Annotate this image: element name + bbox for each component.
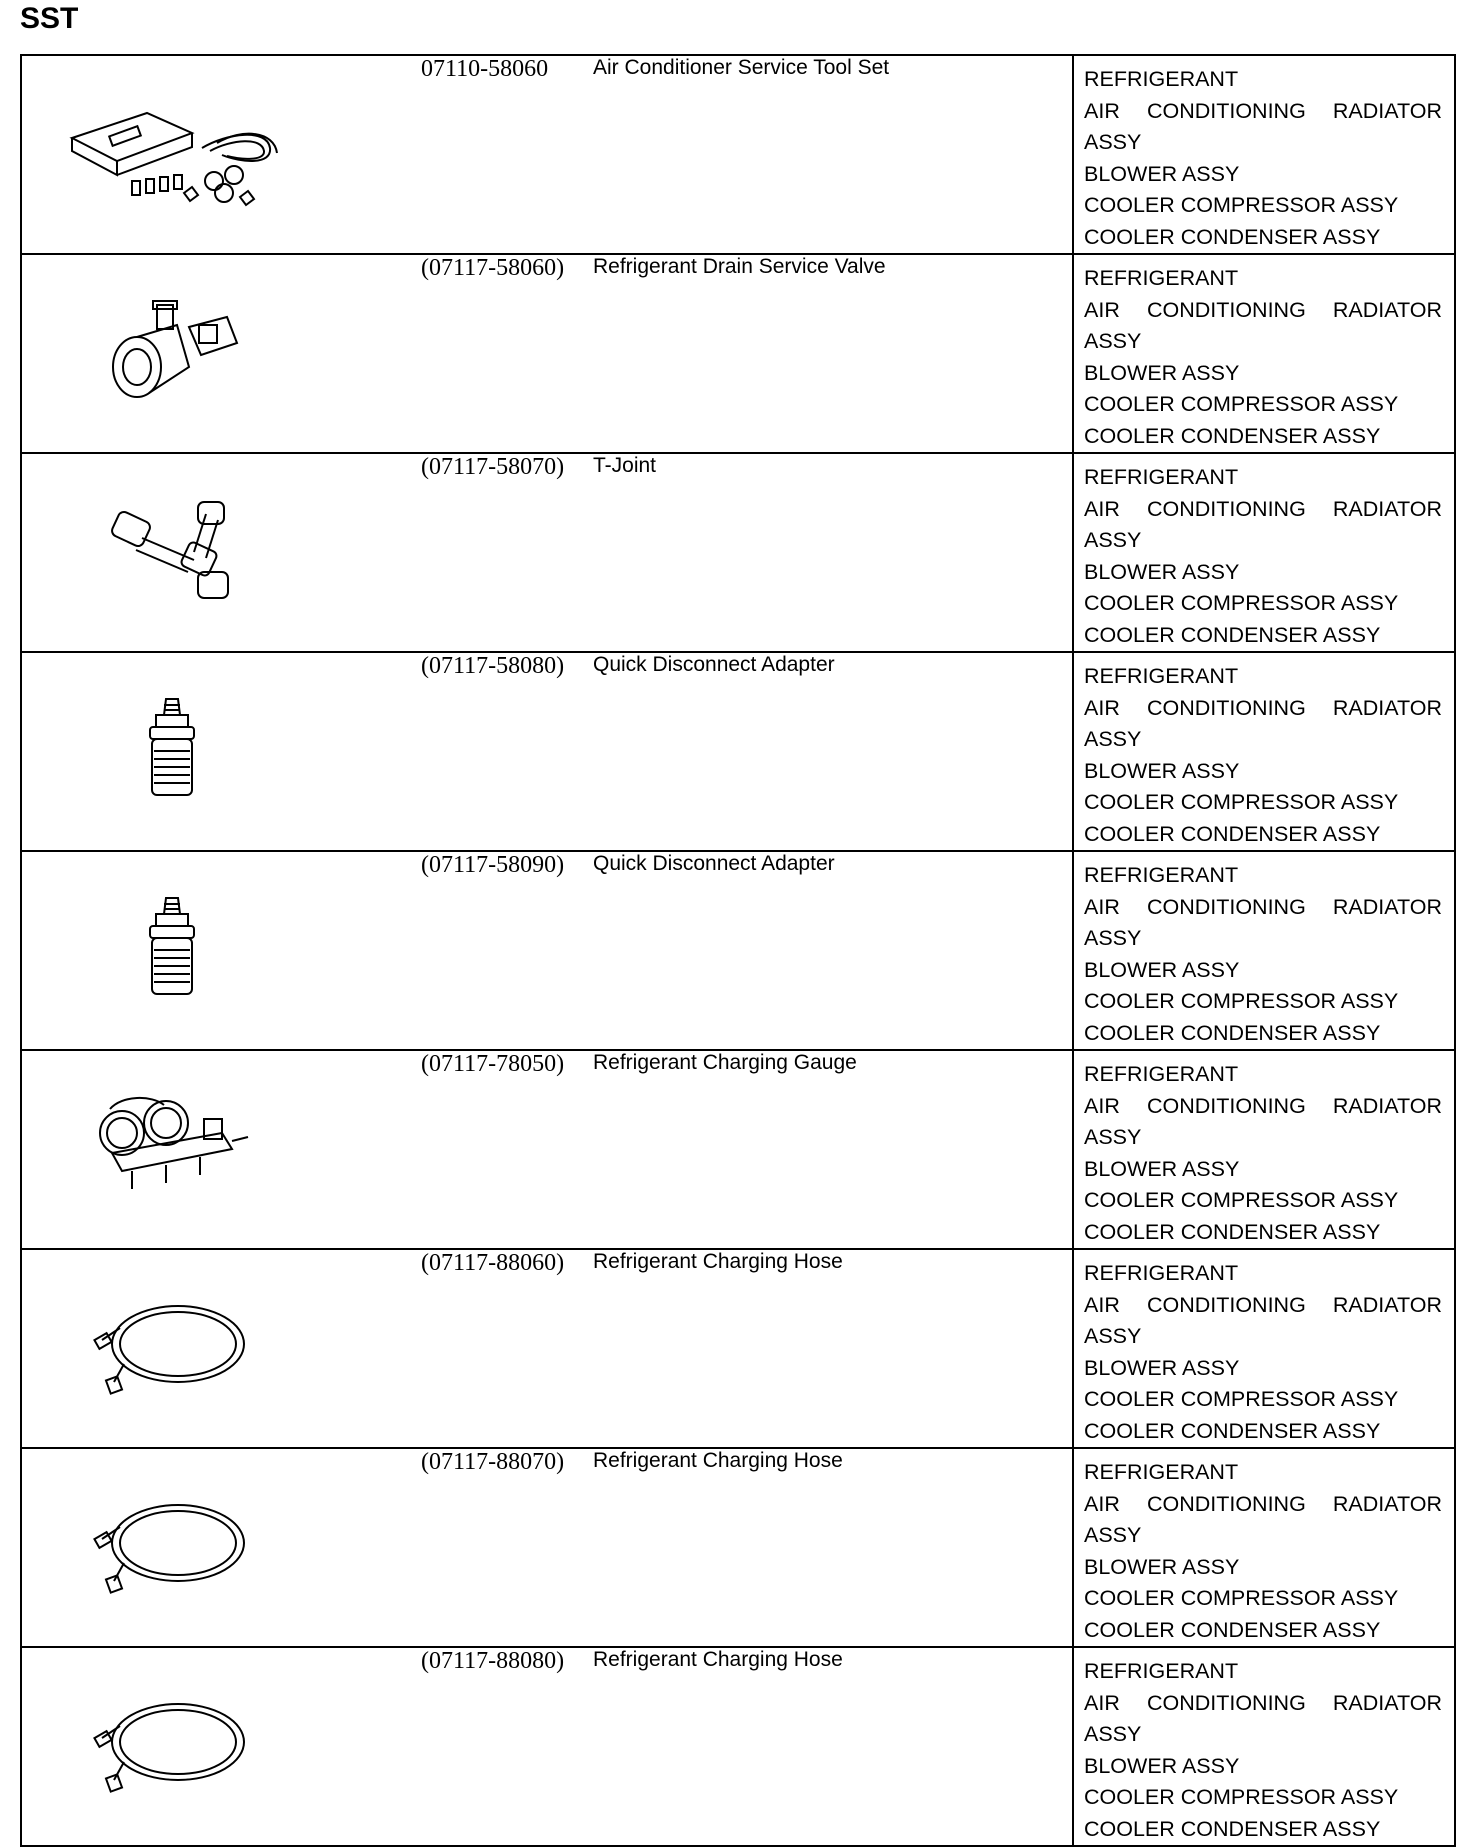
part-name: Refrigerant Charging Hose <box>593 1647 1073 1846</box>
reference-item: BLOWER ASSY <box>1084 161 1240 186</box>
reference-item: REFRIGERANT <box>1084 1261 1239 1285</box>
reference-item: COOLER COMPRESSOR ASSY <box>1084 790 1399 814</box>
charging-hose-icon <box>22 1449 421 1643</box>
illustration-cell <box>21 1448 421 1647</box>
illustration-cell <box>21 55 421 254</box>
reference-item: BLOWER ASSY <box>1084 360 1240 385</box>
reference-item: BLOWER ASSY <box>1084 559 1240 584</box>
illustration-cell <box>21 453 421 652</box>
part-number: (07117-58080) <box>421 652 593 851</box>
table-row <box>21 1448 1455 1647</box>
quick-disconnect-adapter-icon <box>22 852 421 1046</box>
reference-item: COOLER CONDENSER ASSY <box>1084 1020 1381 1045</box>
part-name: Quick Disconnect Adapter <box>593 851 1073 1050</box>
reference-item: BLOWER ASSY <box>1084 1355 1240 1380</box>
reference-item: REFRIGERANT <box>1084 863 1239 887</box>
reference-item: ASSY <box>1084 1324 1142 1348</box>
quick-disconnect-adapter-icon <box>22 653 421 847</box>
service-tool-set-icon <box>22 56 421 250</box>
reference-list <box>1074 1648 1454 1845</box>
t-joint-icon <box>22 454 421 648</box>
reference-item: ASSY <box>1084 1125 1142 1149</box>
page-title: SST <box>20 2 79 35</box>
reference-cell <box>1073 1647 1455 1846</box>
charging-hose-icon <box>22 1648 421 1842</box>
charging-gauge-icon <box>22 1051 421 1245</box>
reference-item: AIR CONDITIONING RADIATOR <box>1084 98 1442 123</box>
table-row <box>21 652 1455 851</box>
reference-item: COOLER COMPRESSOR ASSY <box>1084 1387 1399 1411</box>
reference-list <box>1074 454 1454 651</box>
sst-table <box>20 54 1456 1847</box>
part-name: Refrigerant Charging Hose <box>593 1448 1073 1647</box>
reference-item: COOLER CONDENSER ASSY <box>1084 1418 1381 1443</box>
reference-item: COOLER CONDENSER ASSY <box>1084 1219 1381 1244</box>
reference-item: COOLER CONDENSER ASSY <box>1084 224 1381 249</box>
reference-item: ASSY <box>1084 926 1142 950</box>
part-number: (07117-88080) <box>421 1647 593 1846</box>
reference-item: BLOWER ASSY <box>1084 1753 1240 1778</box>
reference-item: COOLER COMPRESSOR ASSY <box>1084 591 1399 615</box>
reference-item: AIR CONDITIONING RADIATOR <box>1084 894 1442 919</box>
reference-item: AIR CONDITIONING RADIATOR <box>1084 297 1442 322</box>
reference-item: ASSY <box>1084 528 1142 552</box>
reference-list <box>1074 1250 1454 1447</box>
reference-item: BLOWER ASSY <box>1084 1554 1240 1579</box>
reference-item: ASSY <box>1084 1722 1142 1746</box>
reference-item: AIR CONDITIONING RADIATOR <box>1084 1292 1442 1317</box>
table-row <box>21 453 1455 652</box>
reference-cell <box>1073 254 1455 453</box>
part-name: T-Joint <box>593 453 1073 652</box>
reference-item: COOLER COMPRESSOR ASSY <box>1084 1188 1399 1212</box>
reference-item: ASSY <box>1084 329 1142 353</box>
table-row <box>21 1050 1455 1249</box>
reference-item: REFRIGERANT <box>1084 1460 1239 1484</box>
reference-item: REFRIGERANT <box>1084 664 1239 688</box>
part-name: Refrigerant Drain Service Valve <box>593 254 1073 453</box>
reference-item: REFRIGERANT <box>1084 1062 1239 1086</box>
reference-cell <box>1073 851 1455 1050</box>
reference-item: AIR CONDITIONING RADIATOR <box>1084 1093 1442 1118</box>
reference-item: COOLER CONDENSER ASSY <box>1084 1816 1381 1841</box>
reference-item: COOLER CONDENSER ASSY <box>1084 423 1381 448</box>
reference-cell <box>1073 453 1455 652</box>
reference-item: AIR CONDITIONING RADIATOR <box>1084 1690 1442 1715</box>
illustration-cell <box>21 652 421 851</box>
reference-item: AIR CONDITIONING RADIATOR <box>1084 496 1442 521</box>
table-row <box>21 851 1455 1050</box>
illustration-cell <box>21 254 421 453</box>
part-name: Air Conditioner Service Tool Set <box>593 55 1073 254</box>
reference-cell <box>1073 1249 1455 1448</box>
illustration-cell <box>21 851 421 1050</box>
reference-item: COOLER COMPRESSOR ASSY <box>1084 1785 1399 1809</box>
charging-hose-icon <box>22 1250 421 1444</box>
reference-list <box>1074 1449 1454 1646</box>
reference-item: ASSY <box>1084 727 1142 751</box>
table-row <box>21 1249 1455 1448</box>
reference-item: ASSY <box>1084 130 1142 154</box>
reference-cell <box>1073 55 1455 254</box>
reference-item: REFRIGERANT <box>1084 1659 1239 1683</box>
part-name: Refrigerant Charging Hose <box>593 1249 1073 1448</box>
reference-item: BLOWER ASSY <box>1084 758 1240 783</box>
part-number: 07110-58060 <box>421 55 593 254</box>
reference-list <box>1074 1051 1454 1248</box>
reference-list <box>1074 653 1454 850</box>
part-number: (07117-88060) <box>421 1249 593 1448</box>
illustration-cell <box>21 1050 421 1249</box>
drain-service-valve-icon <box>22 255 421 449</box>
reference-cell <box>1073 1050 1455 1249</box>
reference-item: AIR CONDITIONING RADIATOR <box>1084 1491 1442 1516</box>
reference-item: REFRIGERANT <box>1084 266 1239 290</box>
reference-item: COOLER COMPRESSOR ASSY <box>1084 1586 1399 1610</box>
reference-item: COOLER COMPRESSOR ASSY <box>1084 989 1399 1013</box>
part-number: (07117-58060) <box>421 254 593 453</box>
part-number: (07117-58070) <box>421 453 593 652</box>
reference-item: BLOWER ASSY <box>1084 1156 1240 1181</box>
table-row <box>21 1647 1455 1846</box>
illustration-cell <box>21 1647 421 1846</box>
reference-item: AIR CONDITIONING RADIATOR <box>1084 695 1442 720</box>
reference-list <box>1074 852 1454 1049</box>
part-name: Refrigerant Charging Gauge <box>593 1050 1073 1249</box>
table-row <box>21 55 1455 254</box>
reference-item: REFRIGERANT <box>1084 465 1239 489</box>
reference-item: ASSY <box>1084 1523 1142 1547</box>
part-number: (07117-58090) <box>421 851 593 1050</box>
reference-item: COOLER COMPRESSOR ASSY <box>1084 392 1399 416</box>
reference-cell <box>1073 1448 1455 1647</box>
reference-cell <box>1073 652 1455 851</box>
reference-item: REFRIGERANT <box>1084 67 1239 91</box>
reference-item: COOLER CONDENSER ASSY <box>1084 1617 1381 1642</box>
reference-list <box>1074 255 1454 452</box>
part-name: Quick Disconnect Adapter <box>593 652 1073 851</box>
part-number: (07117-88070) <box>421 1448 593 1647</box>
part-number: (07117-78050) <box>421 1050 593 1249</box>
illustration-cell <box>21 1249 421 1448</box>
reference-item: COOLER CONDENSER ASSY <box>1084 622 1381 647</box>
reference-list <box>1074 56 1454 253</box>
reference-item: BLOWER ASSY <box>1084 957 1240 982</box>
reference-item: COOLER COMPRESSOR ASSY <box>1084 193 1399 217</box>
reference-item: COOLER CONDENSER ASSY <box>1084 821 1381 846</box>
table-row <box>21 254 1455 453</box>
